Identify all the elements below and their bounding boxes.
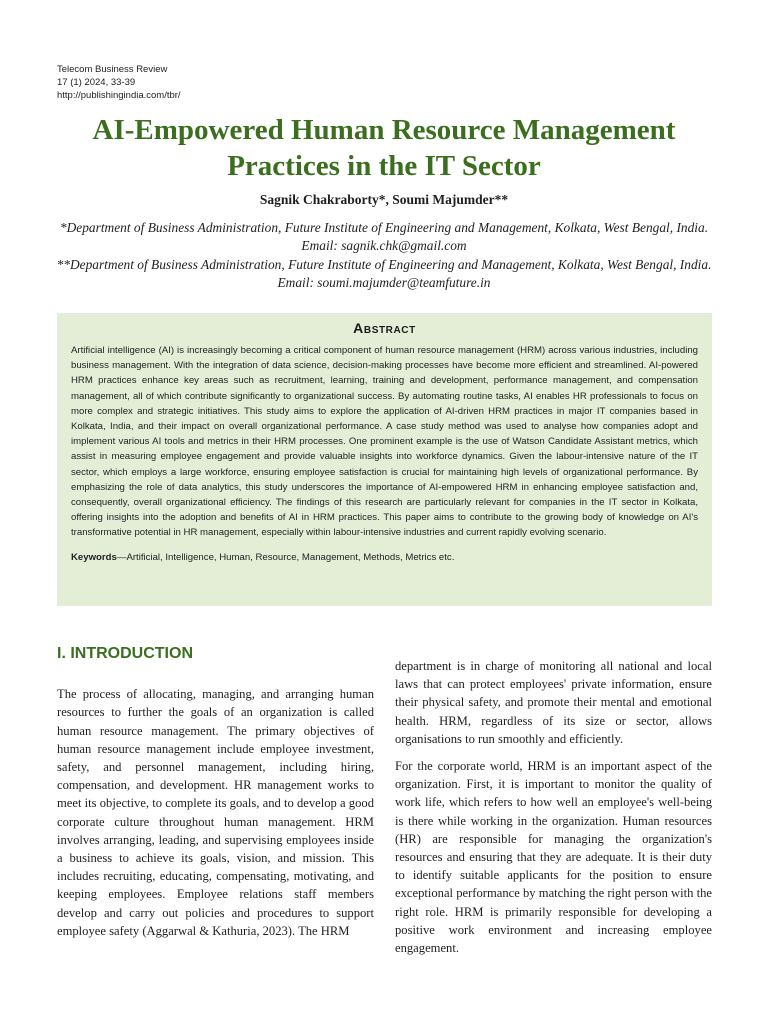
paper-authors: Sagnik Chakraborty*, Soumi Majumder** [259, 192, 509, 207]
journal-issue: 17 (1) 2024, 33-39 [57, 77, 136, 88]
paper-title: AI-Empowered Human Resource Management Practices in the IT Sector [92, 114, 676, 182]
keywords [71, 550, 698, 565]
journal-name: Telecom Business Review [57, 64, 168, 75]
right-column [395, 657, 712, 966]
keywords-label: Keywords [71, 551, 117, 563]
affiliations [50, 219, 718, 293]
paragraph: department is in charge of monitoring all national and local laws that can protect employees' private information, ensure their physical safety, and promote their mental and emotional health. HRM, regardless of its size or sector, allows organisations to run smoothly and efficiently. [395, 659, 712, 746]
abstract-heading: Abstract [353, 320, 416, 336]
left-column [57, 645, 374, 949]
journal-url: http://publishingindia.com/tbr/ [57, 90, 181, 101]
affiliation-2: **Department of Business Administration, Future Institute of Engineering and Management, Kolkata, West Bengal, India. Email: soumi.majumder@teamfuture.in [56, 256, 712, 291]
abstract-text: Artificial intelligence (AI) is increasingly becoming a critical component of human resource management (HRM) across various industries, including business management. With the integration of data science, decision-making processes have become more efficient and streamlined. AI-powered HRM practices enhance key areas such as recruitment, learning, training and development, performance management, and compensation management, all of which contribute significantly to organizational success. By automating routine tasks, AI enables HR professionals to focus on more complex and strategic initiatives. This study aims to explore the application of AI-driven HRM practices in major IT companies based in Kolkata, India, and their impact on overall organizational performance. A case study method was used to analyse how companies adopt and implement various AI tools and metrics in their HRM processes. One prominent example is the use of Watson Candidate Assistant metrics, which assist in measuring employee engagement and provide valuable insights into workforce dynamics. Given the labour-intensive nature of the IT sector, which employs a large workforce, ensuring employee satisfaction is crucial for maintaining high levels of organizational performance. By emphasizing the role of data analytics, this study underscores the importance of AI-empowered HRM in enhancing employee satisfaction and, consequently, overall organizational efficiency. The findings of this research are particularly relevant for companies in the IT sector in Kolkata, offering insights into the adoption and benefits of AI in HRM practices. This paper aims to contribute to the growing body of knowledge on AI's transformative potential in HR management, especially within labour-intensive industries and current rapidly evolving scenario. [71, 345, 698, 539]
affiliation-1: *Department of Business Administration, Future Institute of Engineering and Management, Kolkata, West Bengal, India. Email: sagnik.chk@gmail.com [59, 220, 709, 254]
section-heading-introduction: I. INTRODUCTION [57, 645, 193, 662]
journal-info [57, 63, 181, 102]
keywords-list: —Artificial, Intelligence, Human, Resource, Management, Methods, Metrics etc. [116, 551, 455, 563]
abstract-box [57, 313, 712, 606]
paragraph: For the corporate world, HRM is an important aspect of the organization. First, it is important to monitor the quality of work life, which refers to how well an employee's well-being is there while working in the organization. Human resources (HR) are responsible for managing the organization's resources and ensuring that they are adequate. It is their duty to identify suitable applicants for the position to ensure exceptional performance by matching the right person with the right role. HRM is primarily responsible for developing a positive work environment and increasing employee engagement. [395, 759, 712, 956]
paragraph: The process of allocating, managing, and arranging human resources to further the goals of an organization is called human resource management. The primary objectives of human resource management include employee investment, safety, and personnel management, including hiring, compensation, and development. HR management works to meet its objective, to complete its goals, and to develop a good corporate culture throughout human management. HRM involves arranging, leading, and supervising employees inside a business to achieve its goals, vision, and mission. This includes recruiting, educating, compensating, motivating, and keeping employees. Employee relations staff members develop and carry out policies and procedures to support employee safety (Aggarwal & Kathuria, 2023). The HRM [57, 687, 374, 938]
